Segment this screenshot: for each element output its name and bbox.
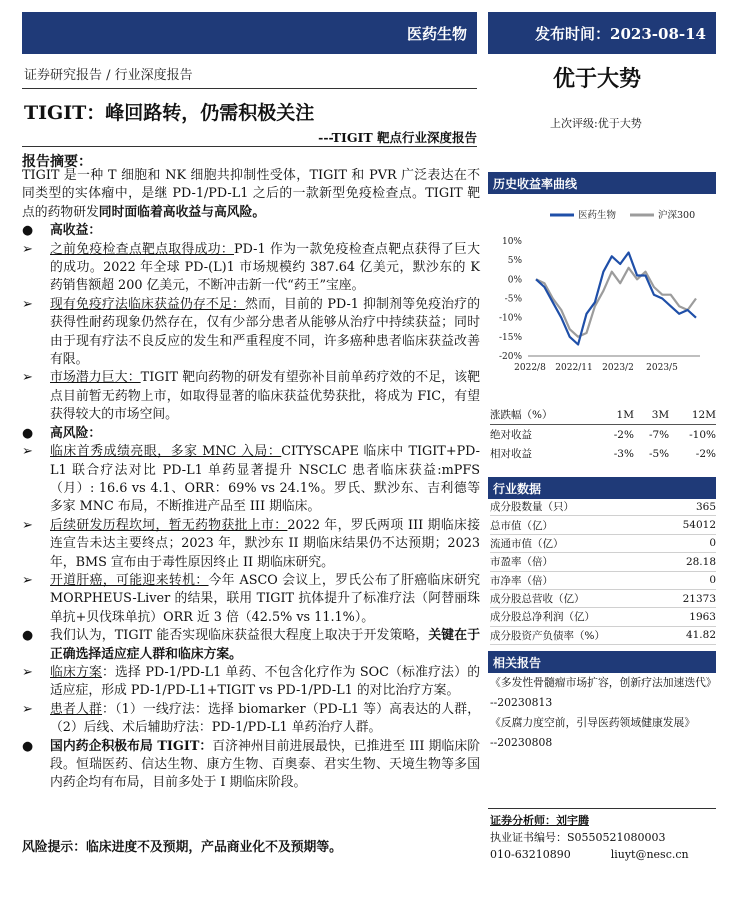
y-tick-label: -20% [498, 352, 522, 362]
table-cell: 成分股资产负债率（%） [490, 626, 665, 644]
header-bar-left [22, 12, 477, 54]
table-cell: 0 [665, 534, 716, 552]
return-chart [488, 196, 716, 381]
table-cell: 相对收益 [490, 448, 532, 460]
table-row [490, 534, 716, 552]
report-link[interactable]: 《反腐力度空前，引导医药领域健康发展》 [490, 716, 696, 729]
list-item: ➢ 临床方案：选择 PD-1/PD-L1 单药、不包含化疗作为 SOC（标准疗法）的适应症，形成 PD-1/PD-L1+TIGIT vs PD-1/PD-L1 的对比治疗方案。 [22, 664, 480, 701]
arrow-bullet-icon: ➢ [22, 296, 33, 312]
x-tick-label: 2022/11 [555, 363, 593, 373]
y-tick-label: -15% [498, 332, 522, 343]
table-cell: -2% [613, 428, 634, 441]
x-tick-label: 2023/5 [646, 363, 678, 373]
intro-paragraph: TIGIT 是一种 T 细胞和 NK 细胞共抑制性受体，TIGIT 和 PVR 广泛表达在不同类型的实体瘤中，是继 PD-1/PD-L1 之后的一款新型免疫检查点。TIGIT 靶点的药物研发同时面临着高收益与高风险。 [22, 168, 480, 220]
y-tick-label: 5% [507, 256, 522, 267]
industry-data-table [490, 498, 716, 645]
header-bar-right [488, 12, 716, 54]
table-cell: 市净率（倍） [490, 571, 665, 589]
table-row [490, 498, 716, 516]
table-cell: 1963 [665, 608, 716, 626]
table-row [490, 516, 716, 534]
table-cell: -7% [648, 428, 670, 441]
y-tick-label: -10% [498, 313, 522, 324]
table-row [490, 608, 716, 626]
section-high-return: ● 高收益： [22, 222, 480, 240]
divider [22, 88, 477, 89]
analyst-phone: 010-63210890 [490, 848, 571, 861]
list-item: ➢ 之前免疫检查点靶点取得成功：PD-1 作为一款免疫检查点靶点获得了巨大的成功。2022 年全球 PD-(L)1 市场规模约 387.64 亿美元，默沙东的 K 药销售额超 200 亿美元，不断冲击新一代“药王”宝座。 [22, 241, 480, 296]
bullet-dot-icon: ● [22, 738, 34, 754]
table-cell: 12M [669, 405, 716, 425]
arrow-bullet-icon: ➢ [22, 444, 33, 460]
performance-table [490, 405, 716, 463]
list-item: ➢ 市场潜力巨大：TIGIT 靶向药物的研发有望弥补目前单药疗效的不足，该靶点目前暂无药物上市，如取得显著的临床获益优势获批，将成为 FIC，有望获得较大的市场空间。 [22, 369, 480, 424]
y-tick-label: 10% [501, 237, 522, 247]
bullet-dot-icon: ● [22, 223, 34, 239]
view-paragraph: ● 我们认为，TIGIT 能否实现临床获益很大程度上取决于开发策略，关键在于正确选择适应症人群和临床方案。 [22, 627, 480, 664]
risk-warning: 风险提示：临床进度不及预期，产品商业化不及预期等。 [22, 840, 342, 855]
table-row [490, 425, 716, 445]
table-cell: 21373 [665, 589, 716, 607]
bullet-dot-icon: ● [22, 425, 34, 441]
table-header-row [490, 405, 716, 425]
industry-data-title: 行业数据 [488, 477, 716, 499]
arrow-bullet-icon: ➢ [22, 370, 33, 386]
table-cell: 市盈率（倍） [490, 553, 665, 571]
table-cell: 绝对收益 [490, 429, 532, 441]
table-cell: 成分股总营收（亿） [490, 589, 665, 607]
divider [22, 146, 477, 147]
table-cell: 总市值（亿） [490, 516, 665, 534]
list-item: ➢ 临床首秀成绩亮眼，多家 MNC 入局：CITYSCAPE 临床中 TIGIT+PD-L1 联合疗法对比 PD-L1 单药显著提升 NSCLC 患者临床获益:mPFS（月）: 16.6 vs 4.1、ORR：69% vs 24.1%。罗氏、默沙东、吉利德等多家 MNC 布局，不断推进产品至 III 期临床。 [22, 443, 480, 517]
publish-date: 发布时间：2023-08-14 [535, 25, 706, 43]
arrow-bullet-icon: ➢ [22, 517, 33, 533]
section-high-risk: ● 高风险： [22, 425, 480, 443]
table-cell: 流通市值（亿） [490, 534, 665, 552]
table-cell: 365 [665, 498, 716, 516]
report-date: --20230813 [490, 696, 553, 709]
list-item: ➢ 患者人群：（1）一线疗法：选择 biomarker（PD-L1 等）高表达的人群，（2）后线、术后辅助疗法：PD-1/PD-L1 单药治疗人群。 [22, 701, 480, 738]
arrow-bullet-icon: ➢ [22, 572, 33, 588]
table-cell: 28.18 [665, 553, 716, 571]
report-link[interactable]: 《多发性骨髓瘤市场扩容，创新疗法加速迭代》 [490, 676, 717, 689]
analyst-license: 执业证书编号：S0550521080003 [490, 831, 666, 844]
table-cell: 涨跌幅（%） [490, 405, 599, 425]
analyst-info [490, 812, 689, 863]
rating: 优于大势 [553, 66, 642, 92]
table-cell: 成分股总净利润（亿） [490, 608, 665, 626]
legend-label: 沪深300 [658, 210, 696, 221]
table-cell: -5% [648, 447, 670, 460]
related-reports [490, 673, 716, 753]
series-line [536, 268, 696, 337]
list-item: ➢ 开道肝癌，可能迎来转机：今年 ASCO 会议上，罗氏公布了肝癌临床研究 MORPHEUS-Liver 的结果，联用 TIGIT 抗体提升了标准疗法（阿替丽珠单抗+贝伐珠单抗）ORR 近 3 倍（42.5% vs 11.1%）。 [22, 572, 480, 627]
divider [488, 808, 716, 809]
list-item: ➢ 现有免疫疗法临床获益仍存不足：然而，目前的 PD-1 抑制剂等免疫治疗的获得性耐药现象仍然存在，仅有少部分患者从能够从治疗中持续获益；同时由于现有疗法不良反应的发生和严重程度不同，许多癌种患者临床获益改善有限。 [22, 296, 480, 370]
history-chart-title: 历史收益率曲线 [488, 172, 716, 194]
bullet-dot-icon: ● [22, 628, 34, 644]
table-cell: -10% [689, 428, 716, 441]
table-row [490, 571, 716, 589]
table-cell: 3M [634, 405, 669, 425]
table-row [490, 626, 716, 644]
table-cell: -3% [613, 447, 634, 460]
table-cell: -2% [695, 447, 716, 460]
list-item: ➢ 后续研发历程坎坷，暂无药物获批上市：2022 年，罗氏两项 III 期临床接连宣告未达主要终点；2023 年，默沙东 II 期临床结果仍不达预期；2023 年，BMS 宣布由于毒性原因终止 II 期临床研究。 [22, 517, 480, 572]
section-domestic: ● 国内药企积极布局 TIGIT：百济神州目前进展最快，已推进至 III 期临床阶段。恒瑞医药、信达生物、康方生物、百奥泰、君实生物、天境生物等多国内药企均有布局，目前多处于 I 期临床阶段。 [22, 738, 480, 793]
table-row [490, 553, 716, 571]
table-row [490, 589, 716, 607]
arrow-bullet-icon: ➢ [22, 701, 33, 717]
x-tick-label: 2023/2 [602, 363, 634, 373]
arrow-bullet-icon: ➢ [22, 664, 33, 680]
x-tick-label: 2022/8 [514, 363, 546, 373]
chart-series [536, 253, 696, 345]
table-cell: 成分股数量（只） [490, 498, 665, 516]
arrow-bullet-icon: ➢ [22, 241, 33, 257]
page-title: TIGIT：峰回路转，仍需积极关注 [24, 102, 315, 124]
report-date: --20230808 [490, 736, 553, 749]
sector-label: 医药生物 [406, 25, 467, 43]
related-reports-title: 相关报告 [488, 651, 716, 673]
page-subtitle: ---TIGIT 靶点行业深度报告 [318, 130, 477, 145]
table-cell: 0 [665, 571, 716, 589]
abstract-title: 报告摘要： [22, 154, 92, 170]
series-line [536, 253, 696, 345]
y-tick-label: 0% [507, 275, 522, 286]
legend-label: 医药生物 [578, 210, 617, 221]
abstract-body [22, 167, 480, 793]
chart-legend [550, 209, 695, 221]
table-cell: 54012 [665, 516, 716, 534]
table-cell: 1M [599, 405, 634, 425]
previous-rating: 上次评级:优于大势 [550, 117, 642, 130]
analyst-email[interactable]: liuyt@nesc.cn [610, 848, 689, 861]
table-cell: 41.82 [665, 626, 716, 644]
analyst-name: 证券分析师：刘宇腾 [490, 814, 589, 827]
breadcrumb: 证券研究报告 / 行业深度报告 [24, 68, 193, 83]
y-tick-label: -5% [504, 294, 522, 305]
table-row [490, 444, 716, 463]
